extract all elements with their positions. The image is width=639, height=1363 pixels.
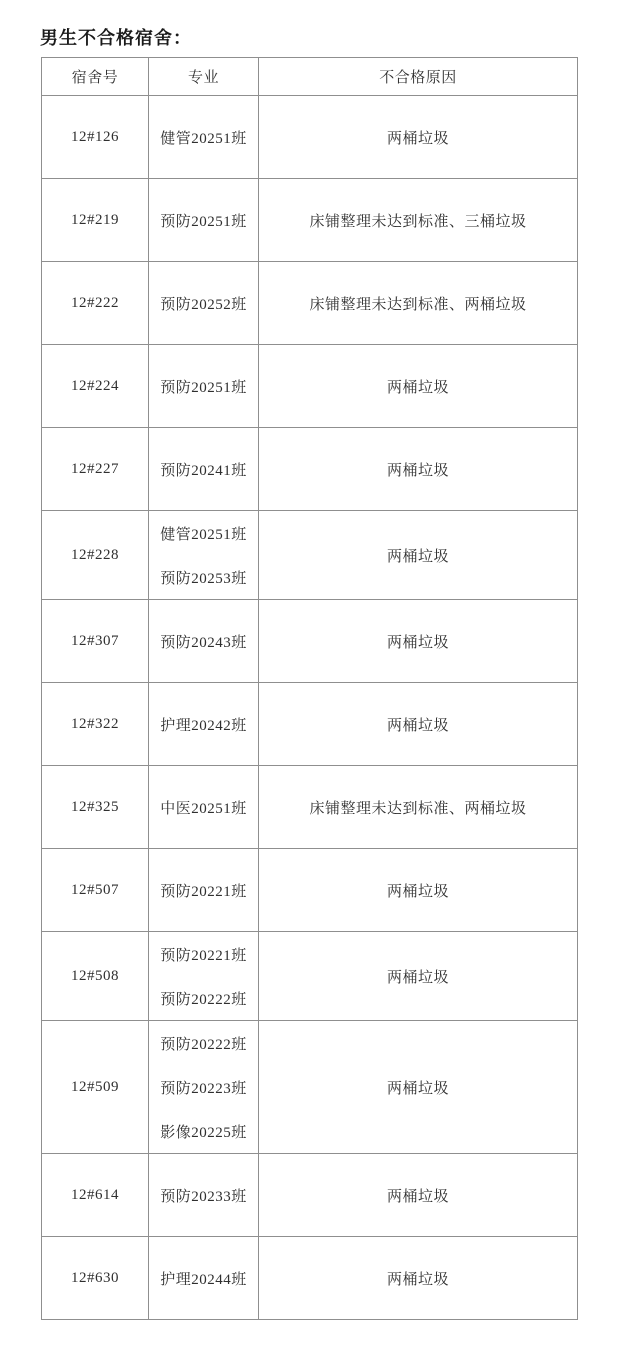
major-line: 预防20221班 bbox=[160, 883, 247, 900]
table-row bbox=[42, 511, 578, 600]
major-cell bbox=[149, 428, 259, 511]
table-row bbox=[42, 849, 578, 932]
major-line: 预防20243班 bbox=[160, 634, 247, 651]
reason-cell: 两桶垃圾 bbox=[259, 345, 578, 428]
major-cell bbox=[149, 345, 259, 428]
reason-cell: 两桶垃圾 bbox=[259, 1154, 578, 1237]
reason-cell: 两桶垃圾 bbox=[259, 683, 578, 766]
major-line: 预防20251班 bbox=[160, 213, 247, 230]
reason-cell: 两桶垃圾 bbox=[259, 932, 578, 1021]
table-body bbox=[42, 96, 578, 1320]
major-line: 预防20222班 bbox=[160, 991, 247, 1008]
table-row bbox=[42, 932, 578, 1021]
reason-cell: 床铺整理未达到标准、两桶垃圾 bbox=[259, 262, 578, 345]
major-cell bbox=[149, 849, 259, 932]
major-cell bbox=[149, 1154, 259, 1237]
major-line: 健管20251班 bbox=[160, 130, 247, 147]
major-line: 中医20251班 bbox=[160, 800, 247, 817]
table-row bbox=[42, 1021, 578, 1154]
table-row bbox=[42, 1237, 578, 1320]
major-line: 预防20252班 bbox=[160, 296, 247, 313]
major-line: 预防20233班 bbox=[160, 1188, 247, 1205]
dorm-number-cell: 12#126 bbox=[42, 96, 149, 179]
dorm-number-cell: 12#614 bbox=[42, 1154, 149, 1237]
header-major: 专业 bbox=[149, 58, 259, 96]
header-fail-reason: 不合格原因 bbox=[259, 58, 578, 96]
table-row bbox=[42, 345, 578, 428]
reason-cell: 两桶垃圾 bbox=[259, 96, 578, 179]
major-cell bbox=[149, 179, 259, 262]
major-line: 预防20241班 bbox=[160, 462, 247, 479]
major-cell bbox=[149, 96, 259, 179]
major-line: 护理20244班 bbox=[160, 1271, 247, 1288]
major-line: 预防20223班 bbox=[160, 1080, 247, 1097]
reason-cell: 两桶垃圾 bbox=[259, 849, 578, 932]
major-line: 预防20222班 bbox=[160, 1036, 247, 1053]
reason-cell: 两桶垃圾 bbox=[259, 1237, 578, 1320]
table-row bbox=[42, 600, 578, 683]
major-cell bbox=[149, 262, 259, 345]
table-row bbox=[42, 428, 578, 511]
dorm-number-cell: 12#508 bbox=[42, 932, 149, 1021]
table-row bbox=[42, 1154, 578, 1237]
dorm-number-cell: 12#224 bbox=[42, 345, 149, 428]
major-cell bbox=[149, 600, 259, 683]
page-title: 男生不合格宿舍： bbox=[40, 28, 192, 48]
table-row bbox=[42, 179, 578, 262]
major-cell bbox=[149, 683, 259, 766]
major-cell bbox=[149, 766, 259, 849]
dorm-number-cell: 12#222 bbox=[42, 262, 149, 345]
table-row bbox=[42, 683, 578, 766]
dorm-number-cell: 12#219 bbox=[42, 179, 149, 262]
reason-cell: 两桶垃圾 bbox=[259, 600, 578, 683]
major-cell bbox=[149, 932, 259, 1021]
major-line: 预防20221班 bbox=[160, 947, 247, 964]
dorm-number-cell: 12#227 bbox=[42, 428, 149, 511]
major-line: 护理20242班 bbox=[160, 717, 247, 734]
major-cell bbox=[149, 1237, 259, 1320]
dorm-number-cell: 12#507 bbox=[42, 849, 149, 932]
table-row bbox=[42, 766, 578, 849]
table-row bbox=[42, 96, 578, 179]
dorm-number-cell: 12#228 bbox=[42, 511, 149, 600]
dormitory-table bbox=[41, 57, 578, 1320]
dorm-number-cell: 12#325 bbox=[42, 766, 149, 849]
major-cell bbox=[149, 1021, 259, 1154]
table-header-row bbox=[42, 58, 578, 96]
dorm-number-cell: 12#307 bbox=[42, 600, 149, 683]
reason-cell: 床铺整理未达到标准、三桶垃圾 bbox=[259, 179, 578, 262]
dorm-number-cell: 12#322 bbox=[42, 683, 149, 766]
reason-cell: 两桶垃圾 bbox=[259, 428, 578, 511]
major-line: 预防20251班 bbox=[160, 379, 247, 396]
major-line: 预防20253班 bbox=[160, 570, 247, 587]
major-line: 健管20251班 bbox=[160, 526, 247, 543]
header-dorm-number: 宿舍号 bbox=[42, 58, 149, 96]
major-cell bbox=[149, 511, 259, 600]
dorm-number-cell: 12#509 bbox=[42, 1021, 149, 1154]
major-line: 影像20225班 bbox=[160, 1124, 247, 1141]
table-row bbox=[42, 262, 578, 345]
reason-cell: 两桶垃圾 bbox=[259, 511, 578, 600]
reason-cell: 床铺整理未达到标准、两桶垃圾 bbox=[259, 766, 578, 849]
reason-cell: 两桶垃圾 bbox=[259, 1021, 578, 1154]
dorm-number-cell: 12#630 bbox=[42, 1237, 149, 1320]
